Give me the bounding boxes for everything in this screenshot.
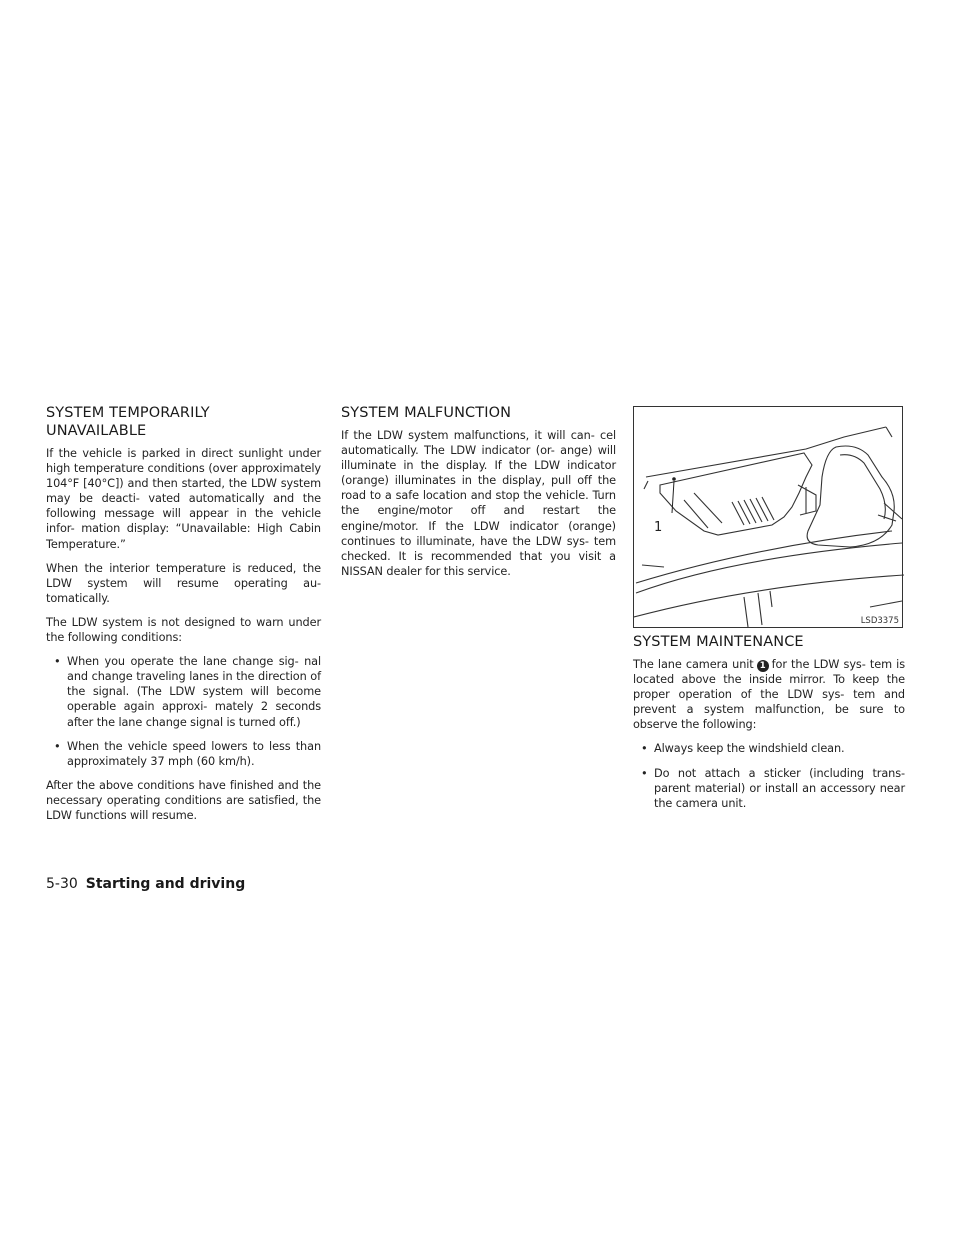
list-item-text: Do not attach a sticker (including trans- parent material) or install an accessory near the camera unit.: [654, 766, 905, 810]
bullet-list: [633, 741, 905, 810]
column-left: [46, 404, 321, 832]
heading-system-temporarily-unavailable: [46, 404, 321, 440]
list-item-text: When you operate the lane change sig- nal and change traveling lanes in the direction of the signal. (The LDW system will become operable again approxi- mately 2 seconds after the lane change signal is turned off.): [67, 655, 321, 729]
paragraph: When the interior temperature is reduced, the LDW system will resume operating au- tomatically.: [46, 561, 321, 605]
page-number: 5-30: [46, 876, 78, 892]
callout-badge: 1: [757, 660, 769, 672]
paragraph-text: The lane camera unit: [633, 658, 754, 671]
figure-code: LSD3375: [860, 616, 899, 626]
paragraph-text: for the LDW sys- tem is located above the inside mirror. To keep the proper operation of the LDW sys- tem and prevent a system malfunction, be sure to observe the following:: [633, 658, 905, 732]
bullet-list: [46, 654, 321, 769]
callout-number: 1: [654, 520, 663, 535]
heading-system-malfunction: SYSTEM MALFUNCTION: [341, 405, 512, 421]
paragraph: [633, 657, 905, 732]
page-footer: [46, 876, 245, 892]
list-item: • When the vehicle speed lowers to less than approximately 37 mph (60 km/h).: [54, 739, 321, 768]
heading-line2: UNAVAILABLE: [46, 423, 147, 439]
paragraph: The LDW system is not designed to warn under the following conditions:: [46, 615, 321, 645]
heading-system-maintenance: SYSTEM MAINTENANCE: [633, 634, 804, 650]
paragraph: After the above conditions have finished and the necessary operating conditions are satisfied, the LDW functions will resume.: [46, 778, 321, 822]
paragraph: If the LDW system malfunctions, it will can- cel automatically. The LDW indicator (or- ange) will illuminate in the display. If the LDW indicator (orange) illuminates in the display, pull off the road to a safe location and stop the vehicle. Turn the engine/motor off and restart the engine/motor. If the LDW indicator (orange) continues to illuminate, have the LDW sys- tem checked. It is recommended that you visit a NISSAN dealer for this service.: [341, 429, 616, 578]
list-item: • Always keep the windshield clean.: [641, 742, 845, 756]
list-item-text: When the vehicle speed lowers to less than approximately 37 mph (60 km/h).: [67, 739, 321, 768]
paragraph: If the vehicle is parked in direct sunlight under high temperature conditions (over approximately 104°F [40°C]) and then started, the LDW system may be deacti- vated automatically and the following message will appear in the vehicle infor- mation display: “Unavailable: High Cabin Temperature.”: [46, 447, 321, 551]
section-name: Starting and driving: [85, 876, 246, 892]
list-item: • When you operate the lane change sig- nal and change traveling lanes in the direction of the signal. (The LDW system will become operable again approxi- mately 2 seconds after the lane change signal is turned off.): [54, 655, 321, 729]
column-right-text: [633, 633, 905, 820]
camera-unit-illustration: [633, 406, 903, 628]
column-right-figure: [633, 404, 905, 628]
windshield-mirror-drawing: [634, 407, 904, 629]
list-item: • Do not attach a sticker (including trans- parent material) or install an accessory near the camera unit.: [641, 766, 905, 810]
column-middle: [341, 404, 616, 588]
heading-line1: SYSTEM TEMPORARILY: [46, 405, 210, 421]
list-item-text: Always keep the windshield clean.: [654, 742, 845, 756]
